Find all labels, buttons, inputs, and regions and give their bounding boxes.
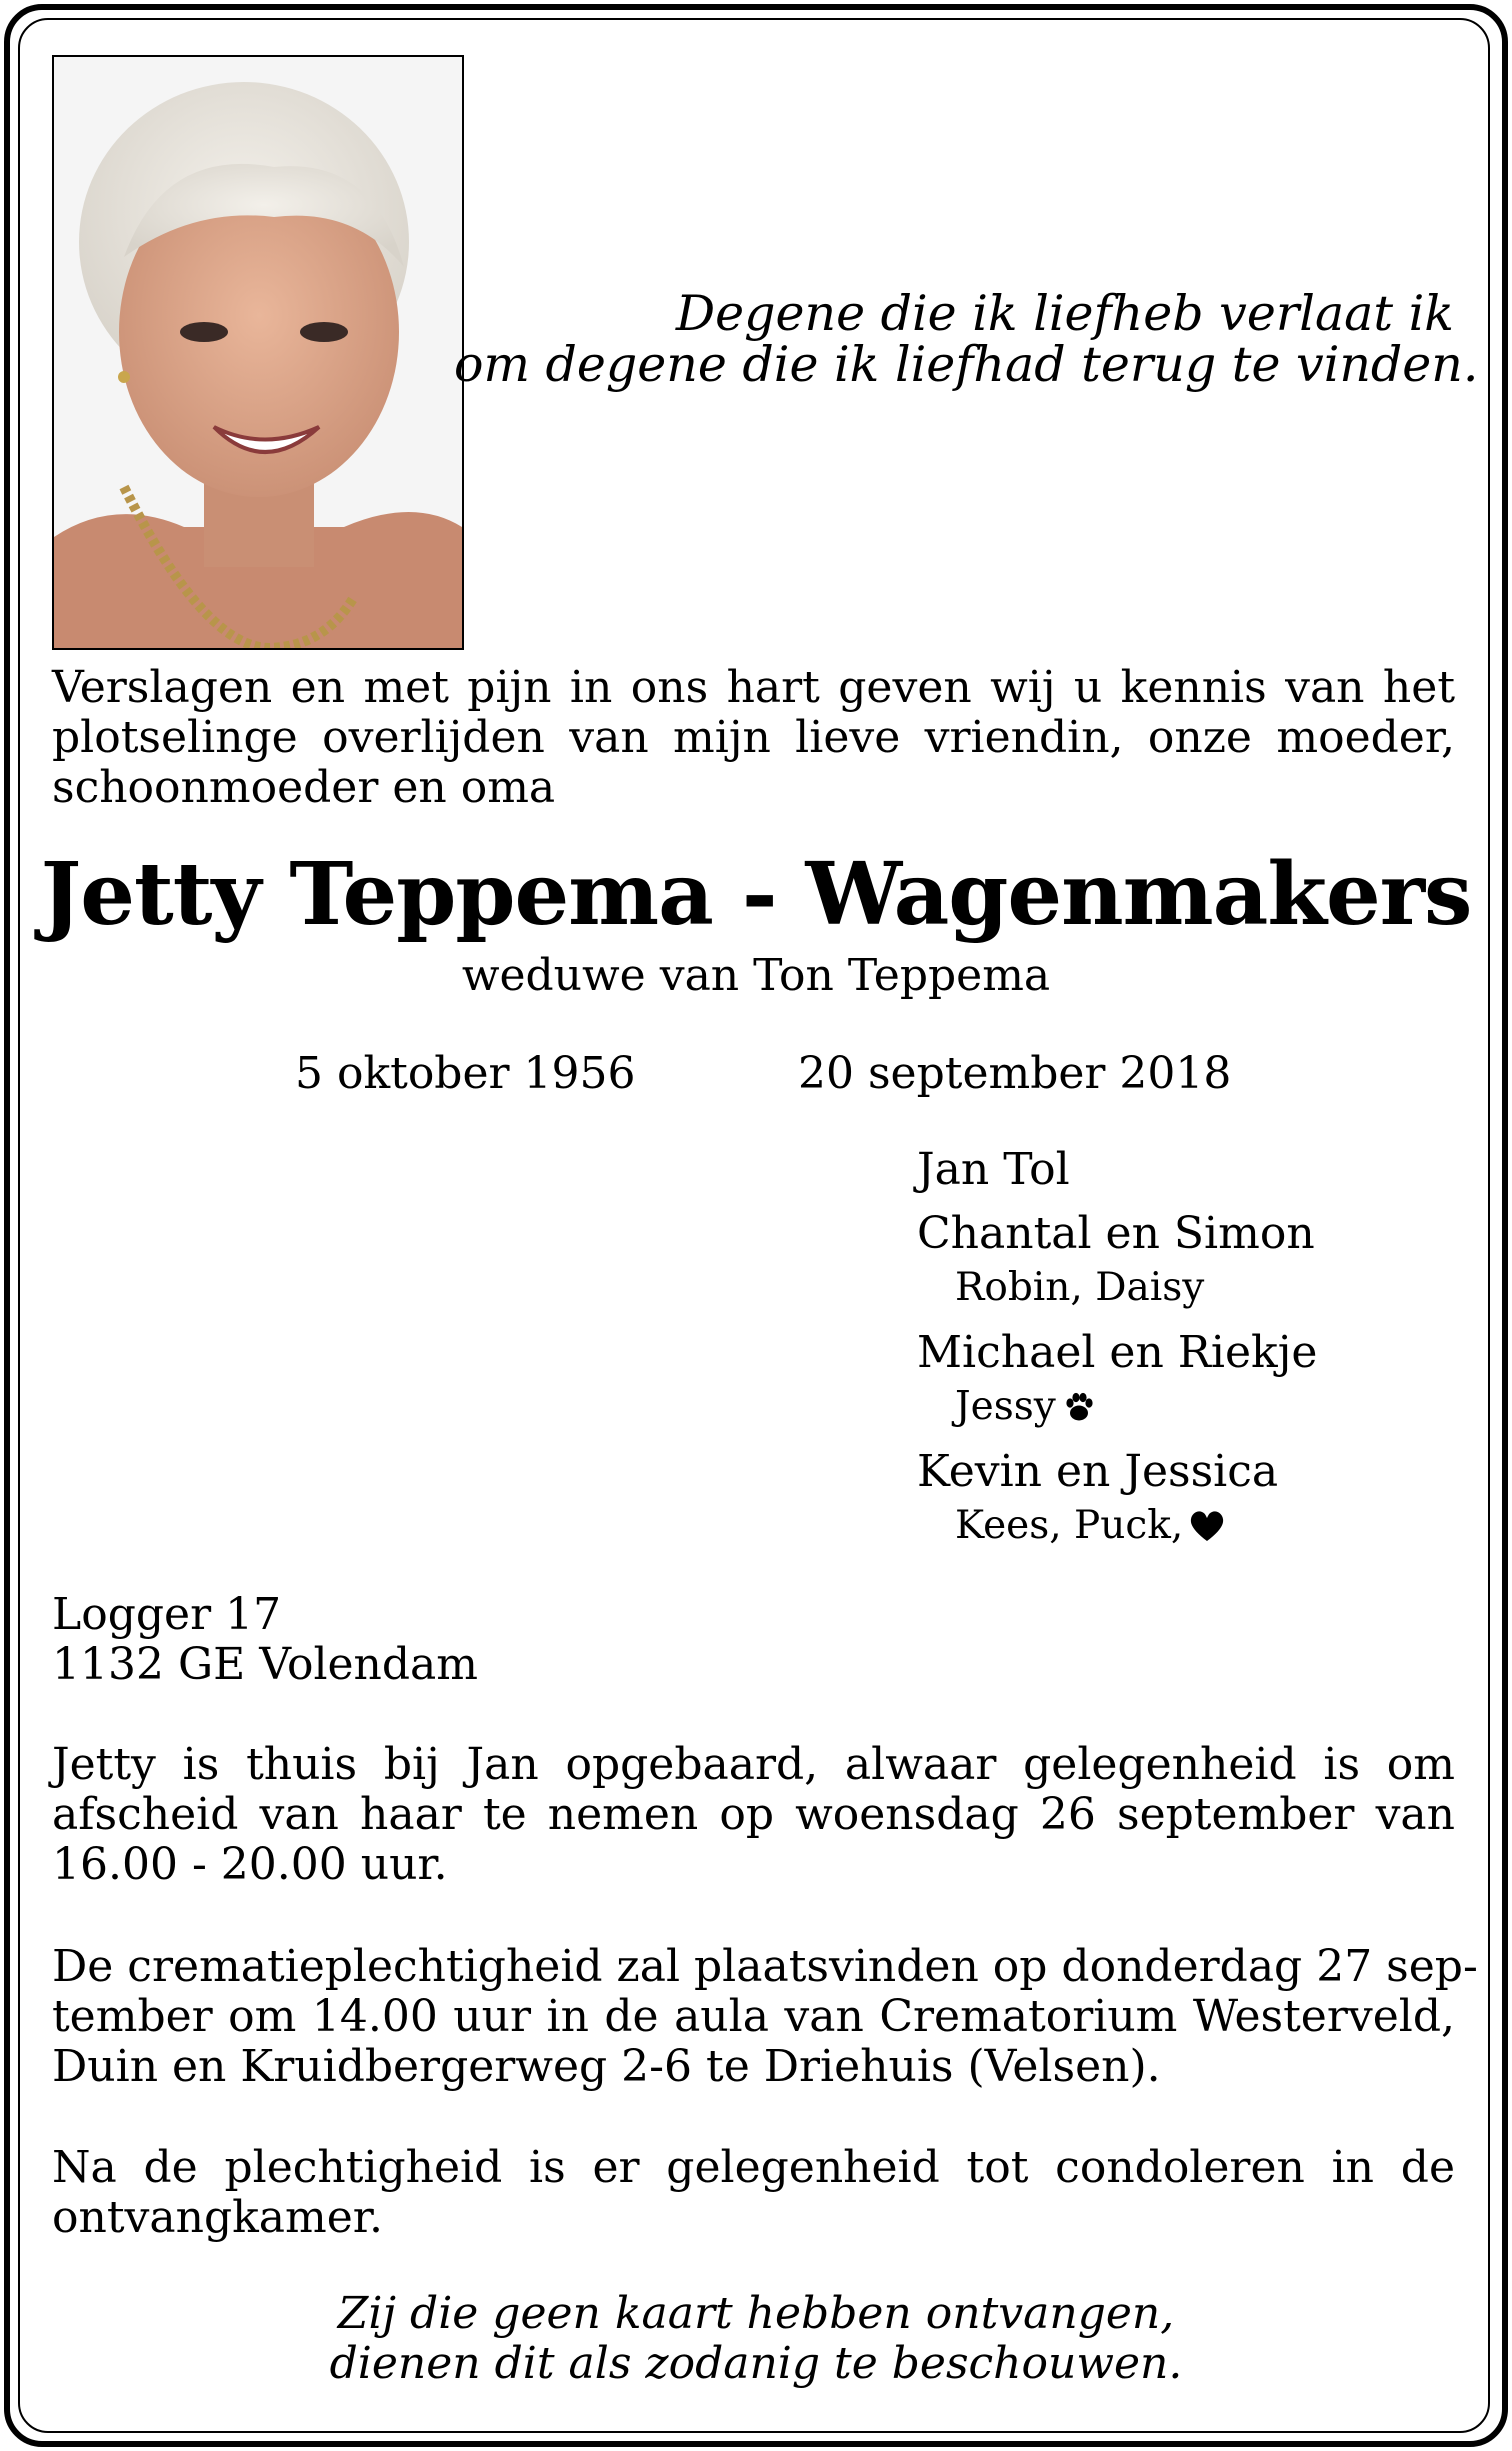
paragraph-line: Duin en Kruidbergerweg 2-6 te Driehuis (Velsen).: [52, 2041, 1161, 2093]
intro-line: schoonmoeder en oma: [52, 762, 556, 814]
viewing-paragraph: [52, 1740, 1455, 1890]
death-date: 20 september 2018: [798, 1048, 1232, 1099]
family-children: [955, 1384, 1477, 1429]
paragraph-line: Na de plechtigheid is er gelegenheid tot condoleren in de: [52, 2142, 1455, 2193]
heart-icon: [1189, 1509, 1225, 1543]
portrait-photo: [52, 55, 464, 650]
address-street: Logger 17: [52, 1589, 282, 1640]
family-member: Chantal en Simon: [917, 1208, 1315, 1259]
cremation-paragraph: [52, 1941, 1478, 2093]
address-city: 1132 GE Volendam: [52, 1639, 479, 1691]
intro-text: [52, 663, 1455, 813]
address: [52, 1590, 478, 1690]
paw-icon: [1062, 1390, 1096, 1424]
closing-line: Zij die geen kaart hebben ontvangen,: [337, 2288, 1175, 2339]
paragraph-line: tember om 14.00 uur in de aula van Crematorium Westerveld,: [52, 1991, 1455, 2043]
children-names: Kees, Puck,: [955, 1503, 1184, 1548]
children-names: Robin, Daisy: [955, 1265, 1205, 1310]
quote-line: Degene die ik liefheb verlaat ik: [675, 285, 1454, 342]
children-names: Jessy: [955, 1384, 1056, 1429]
portrait-illustration: [54, 57, 462, 648]
family-member: Jan Tol: [917, 1144, 1070, 1195]
closing-note: [0, 2289, 1512, 2389]
closing-line: dienen dit als zodanig te beschouwen.: [329, 2338, 1183, 2390]
family-children: [955, 1265, 1477, 1310]
intro-line: Verslagen en met pijn in ons hart geven wij u kennis van het: [52, 662, 1455, 713]
family-member: Michael en Riekje: [917, 1327, 1318, 1378]
condolence-paragraph: [52, 2143, 1455, 2243]
deceased-subtitle: weduwe van Ton Teppema: [461, 950, 1051, 1001]
quote-line: om degene die ik liefhad terug te vinden.: [454, 336, 1479, 394]
paragraph-line: Jetty is thuis bij Jan opgebaard, alwaar gelegenheid is om: [52, 1739, 1455, 1790]
deceased-name: Jetty Teppema - Wagenmakers: [40, 844, 1472, 945]
family-children: [955, 1503, 1477, 1548]
intro-line: plotselinge overlijden van mijn lieve vriendin, onze moeder,: [52, 712, 1455, 764]
paragraph-line: ontvangkamer.: [52, 2192, 383, 2244]
family-list: [917, 1144, 1477, 1569]
paragraph-line: afscheid van haar te nemen op woensdag 26 september van: [52, 1789, 1455, 1841]
birth-date: 5 oktober 1956: [295, 1048, 636, 1099]
paragraph-line: De crematieplechtigheid zal plaatsvinden op donderdag 27 sep-: [52, 1941, 1478, 1992]
paragraph-line: 16.00 - 20.00 uur.: [52, 1839, 448, 1891]
quote: [454, 285, 1479, 394]
family-member: Kevin en Jessica: [917, 1446, 1279, 1497]
